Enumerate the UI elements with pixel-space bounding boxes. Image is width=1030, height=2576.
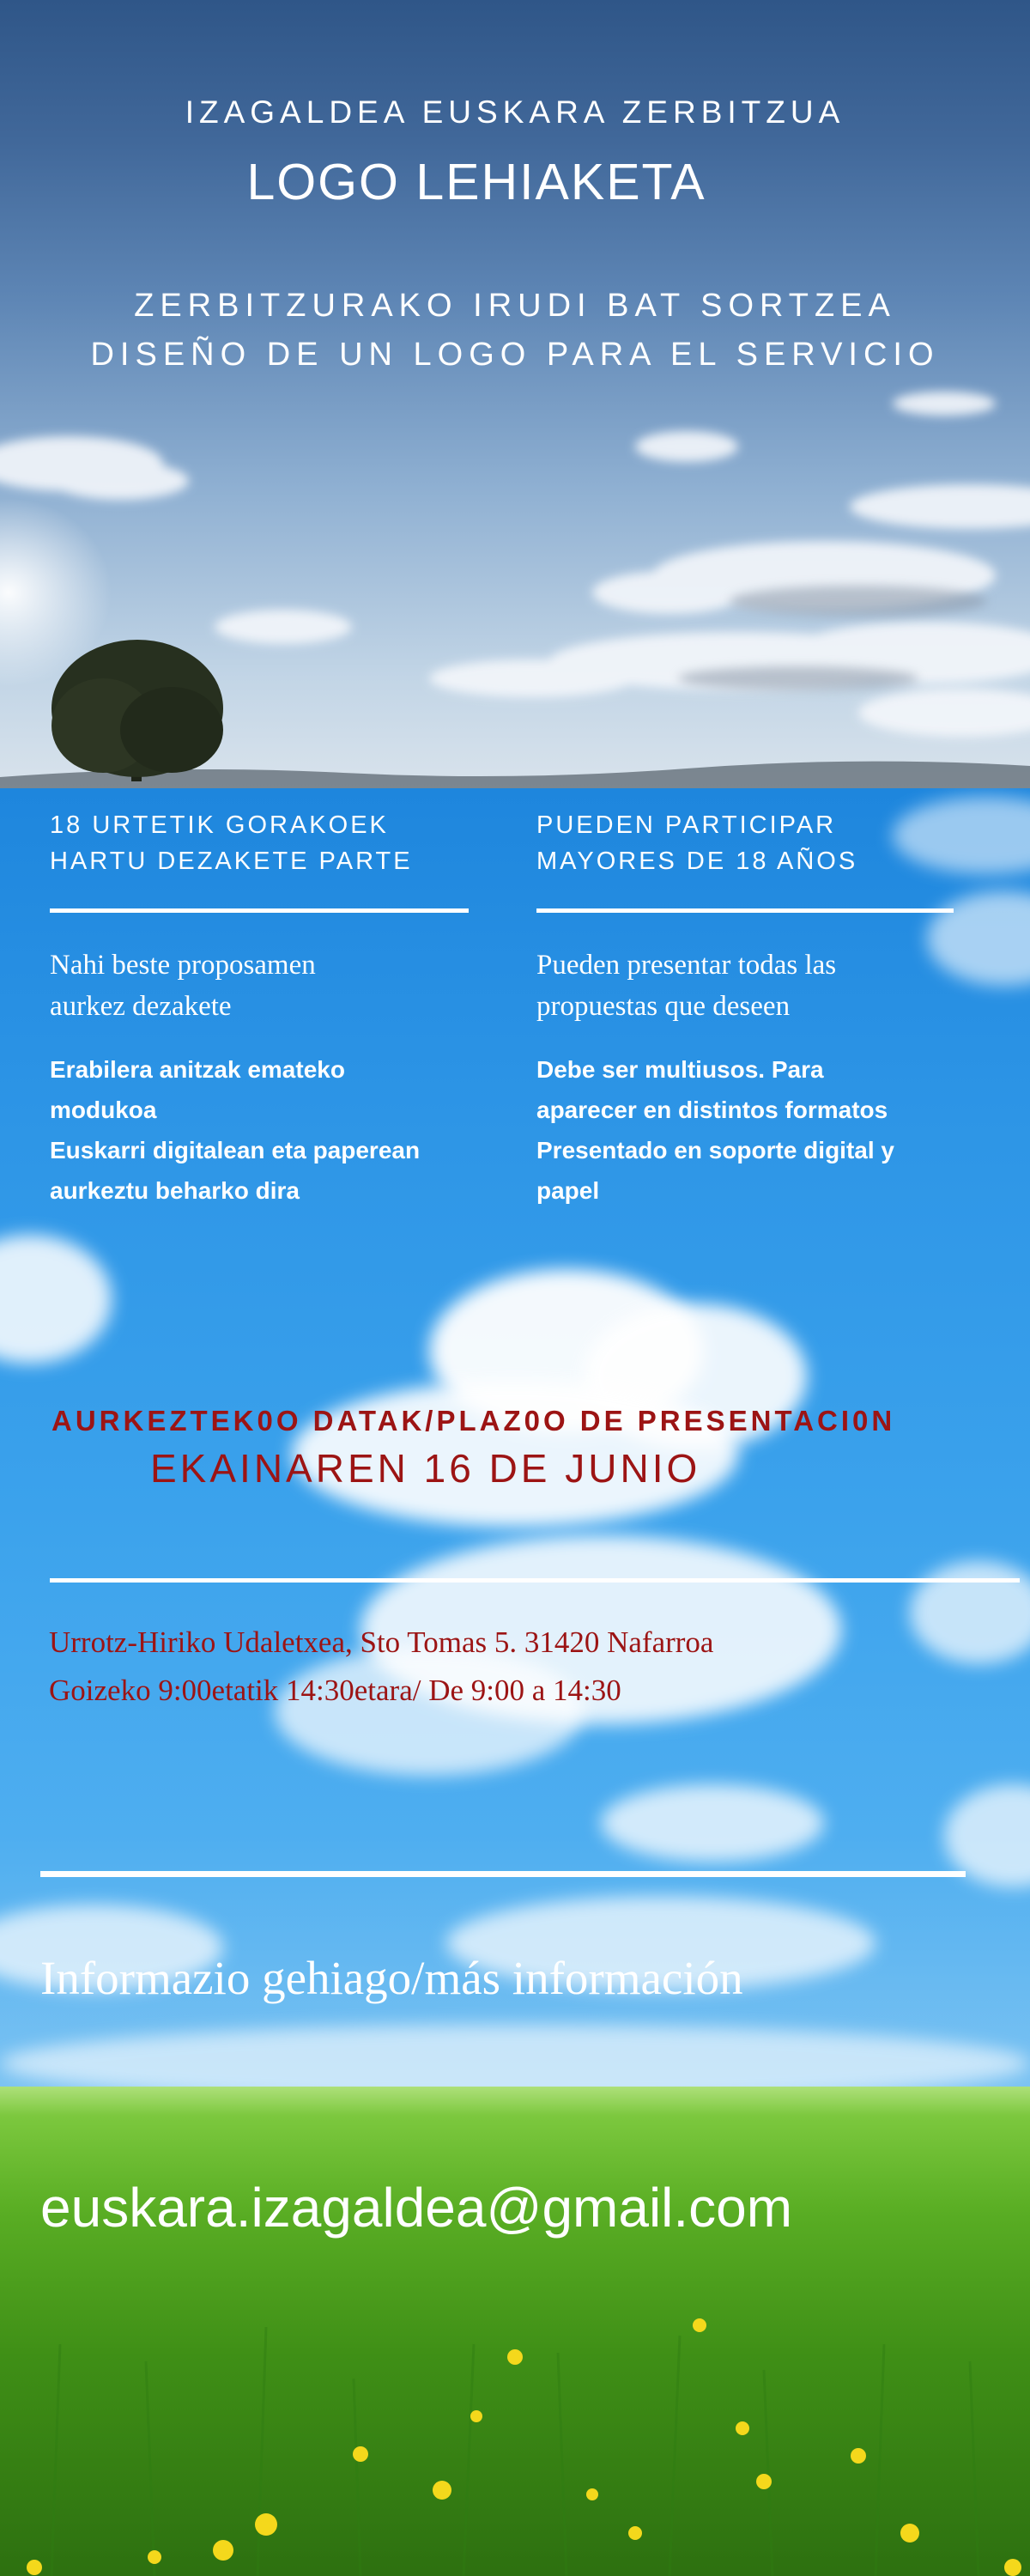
divider xyxy=(50,1578,1020,1583)
deadline-label: AURKEZTEK0O DATAK/PLAZ0O DE PRESENTACI0N xyxy=(52,1405,896,1437)
spanish-eligibility-heading xyxy=(536,807,983,879)
heading-line: PUEDEN PARTICIPAR xyxy=(536,811,837,839)
grass-flowers-illustration xyxy=(0,2087,1030,2576)
divider xyxy=(40,1871,966,1877)
heading-line: HARTU DEZAKETE PARTE xyxy=(50,848,413,875)
requirement-line: aurkeztu beharko dira xyxy=(50,1177,300,1204)
spanish-proposals-text xyxy=(536,945,983,1027)
office-hours: Goizeko 9:00etatik 14:30etara/ De 9:00 a 14:30 xyxy=(49,1674,621,1707)
location-address: Urrotz-Hiriko Udaletxea, Sto Tomas 5. 31420 Nafarroa xyxy=(49,1625,714,1659)
divider xyxy=(536,908,954,913)
subtitle-spanish: DISEÑO DE UN LOGO PARA EL SERVICIO xyxy=(90,337,940,373)
text-line: propuestas que deseen xyxy=(536,991,791,1022)
more-info-label: Informazio gehiago/más información xyxy=(40,1952,743,2004)
requirement-line: papel xyxy=(536,1177,600,1204)
tree-silhouette xyxy=(52,640,223,781)
requirement-line: modukoa xyxy=(50,1097,157,1123)
divider xyxy=(50,908,469,913)
contact-email[interactable]: euskara.izagaldea@gmail.com xyxy=(40,2177,793,2239)
dandelion-flowers xyxy=(27,2318,1021,2576)
grass-field-background xyxy=(0,2087,1030,2576)
heading-line: 18 URTETIK GORAKOEK xyxy=(50,811,389,839)
spanish-requirements xyxy=(536,1049,983,1211)
requirement-line: Erabilera anitzak emateko xyxy=(50,1056,345,1083)
organization-name: IZAGALDEA EUSKARA ZERBITZUA xyxy=(185,94,845,130)
basque-eligibility-heading xyxy=(50,807,496,879)
requirement-line: Euskarri digitalean eta paperean xyxy=(50,1137,421,1163)
text-line: aurkez dezakete xyxy=(50,991,232,1022)
text-line: Nahi beste proposamen xyxy=(50,950,316,981)
basque-proposals-text xyxy=(50,945,496,1027)
page-title: LOGO LEHIAKETA xyxy=(246,154,706,210)
requirement-line: Debe ser multiusos. Para xyxy=(536,1056,824,1083)
deadline-date: EKAINAREN 16 DE JUNIO xyxy=(150,1446,701,1491)
subtitle-basque: ZERBITZURAKO IRUDI BAT SORTZEA xyxy=(134,288,896,324)
requirement-line: aparecer en distintos formatos xyxy=(536,1097,888,1123)
heading-line: MAYORES DE 18 AÑOS xyxy=(536,848,858,875)
text-line: Pueden presentar todas las xyxy=(536,950,837,981)
requirement-line: Presentado en soporte digital y xyxy=(536,1137,894,1163)
basque-requirements xyxy=(50,1049,496,1211)
